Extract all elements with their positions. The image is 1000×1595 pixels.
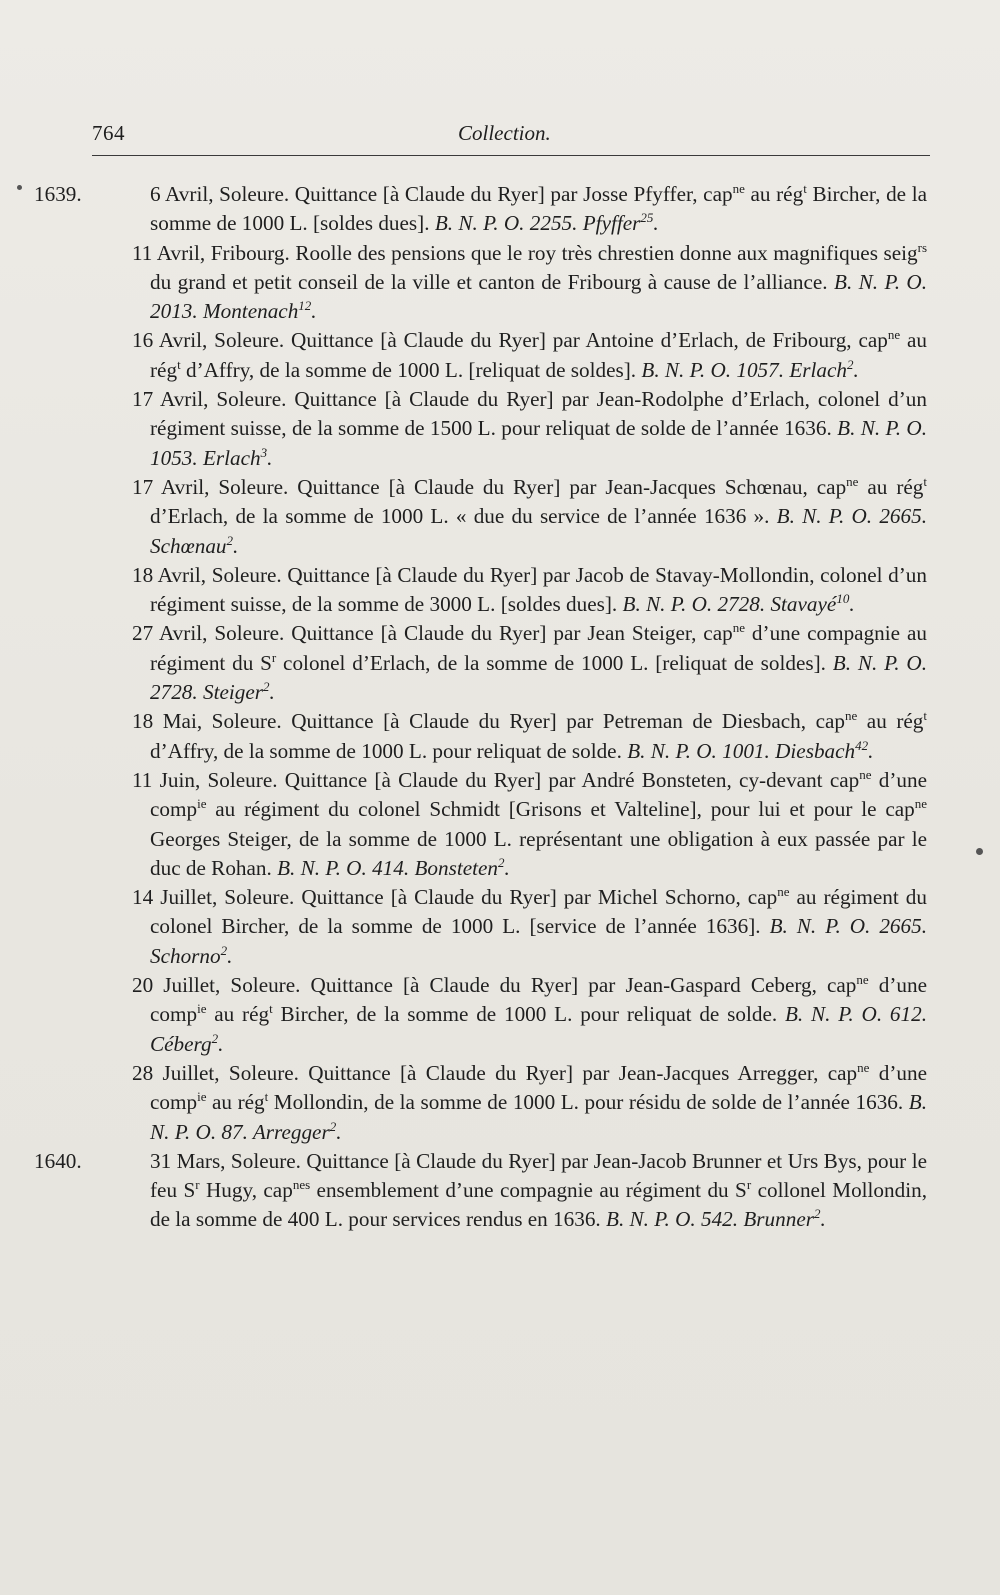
superscript-abbrev: ie xyxy=(197,1001,207,1017)
running-title: Collection. xyxy=(458,121,551,145)
entry-text: d’Erlach, de la somme de 1000 L. « due du service de l’année 1636 ». xyxy=(150,504,777,529)
page-number: 764 xyxy=(92,121,125,145)
source-reference: B. N. P. O. 1053. Erlach xyxy=(150,416,927,470)
source-reference: B. N. P. O. 2665. Schorno xyxy=(150,914,928,968)
superscript-abbrev: nes xyxy=(292,1177,311,1193)
reference-superscript: 42 xyxy=(855,737,869,753)
entry-text: 11 Juin, Soleure. Quittance [à Claude du Ryer] par André Bonsteten, cy-devant cap xyxy=(132,767,860,792)
superscript-abbrev: t xyxy=(923,708,927,724)
source-reference: . xyxy=(267,445,273,470)
entry-text: 14 Juillet, Soleure. Quittance [à Claude du Ryer] par Michel Schorno, cap xyxy=(132,885,778,910)
reference-superscript: 25 xyxy=(640,210,654,226)
paper-speck xyxy=(976,848,983,855)
reference-superscript: 2 xyxy=(211,1030,219,1046)
paper-speck xyxy=(17,185,22,190)
superscript-abbrev: ie xyxy=(197,1089,207,1105)
document-entry xyxy=(92,1059,927,1147)
reference-superscript: 2 xyxy=(813,1206,821,1222)
entry-text: Mollondin, de la somme de 1000 L. pour résidu de solde de l’année 1636. xyxy=(268,1090,909,1115)
document-entry xyxy=(92,385,927,473)
reference-superscript: 2 xyxy=(226,532,234,548)
superscript-abbrev: rs xyxy=(917,239,927,255)
entry-text: au rég xyxy=(744,182,804,206)
source-reference: . xyxy=(311,299,317,324)
reference-superscript: 2 xyxy=(329,1118,337,1134)
superscript-abbrev: r xyxy=(271,649,277,665)
entry-text: d’une comp xyxy=(150,767,928,822)
entry-text: 17 Avril, Soleure. Quittance [à Claude du Ryer] par Jean-Rodolphe d’Erlach, colonel d’un régiment suisse, de la somme de 1500 L. pour reliquat de solde de l’année 1636. xyxy=(132,387,927,441)
document-entry xyxy=(92,239,927,327)
entry-text: Bircher, de la somme de 1000 L. pour reliquat de solde. xyxy=(272,1002,785,1027)
entry-text: 18 Avril, Soleure. Quittance [à Claude du Ryer] par Jacob de Stavay-Mollondin, colonel d’un régiment suisse, de la somme de 3000 L. [soldes dues]. xyxy=(132,562,927,617)
entry-text: Hugy, cap xyxy=(199,1178,293,1203)
entry-text: au rég xyxy=(150,328,927,382)
document-entry xyxy=(92,326,927,385)
superscript-abbrev: ne xyxy=(732,181,745,196)
source-reference: . xyxy=(233,533,239,558)
reference-superscript: 2 xyxy=(498,854,505,870)
superscript-abbrev: ne xyxy=(844,708,858,724)
entry-text: au régiment du colonel Bircher, de la somme de 1000 L. [service de l’année 1636]. xyxy=(150,885,927,939)
entry-text: au rég xyxy=(206,1090,265,1115)
header-rule xyxy=(92,155,930,156)
document-entry xyxy=(92,473,927,561)
entry-text: 28 Juillet, Soleure. Quittance [à Claude du Ryer] par Jean-Jacques Arregger, cap xyxy=(132,1060,858,1085)
page-header xyxy=(92,121,930,155)
entry-text: d’une compagnie au régiment du S xyxy=(150,621,927,675)
entry-text: colonel d’Erlach, de la somme de 1000 L. [reliquat de soldes]. xyxy=(276,650,833,675)
entry-text: 20 Juillet, Soleure. Quittance [à Claude du Ryer] par Jean-Gaspard Ceberg, cap xyxy=(132,973,857,998)
superscript-abbrev: r xyxy=(746,1177,752,1193)
entry-text: d’Affry, de la somme de 1000 L. [reliquat de soldes]. xyxy=(180,357,642,382)
source-reference: B. N. P. O. 414. Bonsteten xyxy=(277,855,498,880)
document-entry xyxy=(92,561,927,620)
entry-text: 11 Avril, Fribourg. Roolle des pensions que le roy très chrestien donne aux magnifiques seig xyxy=(132,240,918,265)
entry-text: 6 Avril, Soleure. Quittance [à Claude du Ryer] par Josse Pfyffer, cap xyxy=(150,182,733,206)
source-reference: . xyxy=(853,357,859,382)
superscript-abbrev: ne xyxy=(857,1059,870,1075)
entry-text: d’une comp xyxy=(150,1060,927,1115)
entry-text: 27 Avril, Soleure. Quittance [à Claude du Ryer] par Jean Steiger, cap xyxy=(132,621,733,646)
entry-text: ensemblement d’une compagnie au régiment du S xyxy=(310,1178,747,1203)
superscript-abbrev: ne xyxy=(777,884,790,900)
entry-text: du grand et petit conseil de la ville et canton de Fribourg à cause de l’alliance. xyxy=(150,269,834,294)
superscript-abbrev: ne xyxy=(732,620,745,636)
entry-text: 18 Mai, Soleure. Quittance [à Claude du Ryer] par Petreman de Diesbach, cap xyxy=(132,709,845,734)
source-reference: B. N. P. O. 1001. Diesbach xyxy=(627,738,856,763)
document-entry xyxy=(34,180,927,239)
document-entries xyxy=(34,180,928,1235)
entry-text: Georges Steiger, de la somme de 1000 L. représentant une obligation à eux passée par le duc de Rohan. xyxy=(150,826,927,880)
source-reference: . xyxy=(868,738,874,763)
entry-text: d’Affry, de la somme de 1000 L. pour reliquat de solde. xyxy=(150,738,628,763)
superscript-abbrev: t xyxy=(923,473,927,489)
superscript-abbrev: t xyxy=(269,1001,273,1017)
source-reference: . xyxy=(504,855,510,880)
reference-superscript: 2 xyxy=(846,356,854,372)
source-reference: . xyxy=(849,592,855,617)
source-reference: B. N. P. O. 2728. Steiger xyxy=(150,650,927,705)
source-reference: B. N. P. O. 87. Arregger xyxy=(150,1090,927,1144)
source-reference: . xyxy=(336,1119,342,1144)
superscript-abbrev: r xyxy=(195,1177,200,1193)
reference-superscript: 10 xyxy=(836,591,850,607)
source-reference: . xyxy=(820,1207,826,1232)
source-reference: B. N. P. O. 2255. Pfyffer xyxy=(434,211,641,236)
reference-superscript: 12 xyxy=(298,298,312,314)
source-reference: . xyxy=(269,680,275,705)
source-reference: . xyxy=(653,211,659,236)
entry-text: au rég xyxy=(857,709,924,734)
entry-text: 16 Avril, Soleure. Quittance [à Claude du Ryer] par Antoine d’Erlach, de Fribourg, cap xyxy=(132,328,888,353)
superscript-abbrev: ne xyxy=(914,796,927,812)
superscript-abbrev: ne xyxy=(846,473,859,489)
superscript-abbrev: ie xyxy=(197,796,207,812)
superscript-abbrev: t xyxy=(177,356,181,372)
source-reference: B. N. P. O. 612. Céberg xyxy=(150,1002,927,1056)
entry-text: collonel Mollondin, de la somme de 400 L. pour services rendus en 1636. xyxy=(150,1178,927,1232)
document-entry xyxy=(92,766,927,883)
source-reference: B. N. P. O. 2013. Montenach xyxy=(150,269,928,324)
reference-superscript: 3 xyxy=(260,444,268,460)
entry-text: au régiment du colonel Schmidt [Grisons et Valteline], pour lui et pour le cap xyxy=(206,797,915,822)
document-entry xyxy=(92,707,927,766)
document-entry xyxy=(92,619,927,707)
entry-text: 31 Mars, Soleure. Quittance [à Claude du Ryer] par Jean-Jacob Brunner et Urs Bys, pour le feu S xyxy=(150,1148,927,1203)
entry-text: 17 Avril, Soleure. Quittance [à Claude du Ryer] par Jean-Jacques Schœnau, cap xyxy=(132,474,847,499)
superscript-abbrev: ne xyxy=(859,766,872,782)
source-reference: . xyxy=(218,1031,224,1056)
source-reference: B. N. P. O. 1057. Erlach xyxy=(641,357,847,382)
document-entry xyxy=(92,971,927,1059)
superscript-abbrev: ne xyxy=(856,972,869,988)
document-entry xyxy=(34,1147,927,1235)
superscript-abbrev: ne xyxy=(887,327,901,343)
source-reference: B. N. P. O. 2728. Stavayé xyxy=(622,592,837,617)
entry-text: au rég xyxy=(858,474,924,499)
superscript-abbrev: t xyxy=(803,181,807,196)
source-reference: B. N. P. O. 542. Brunner xyxy=(606,1207,814,1232)
source-reference: . xyxy=(227,943,233,968)
entry-year: 1640. xyxy=(34,1148,82,1173)
superscript-abbrev: t xyxy=(264,1089,269,1105)
source-reference: B. N. P. O. 2665. Schœnau xyxy=(150,504,927,558)
entry-text: au rég xyxy=(206,1002,270,1027)
entry-text: Bircher, de la somme de 1000 L. [soldes dues]. xyxy=(150,182,927,236)
entry-year: 1639. xyxy=(34,182,82,206)
entry-text: d’une comp xyxy=(150,973,927,1027)
document-entry xyxy=(92,883,927,971)
reference-superscript: 2 xyxy=(220,942,228,958)
reference-superscript: 2 xyxy=(262,679,270,695)
